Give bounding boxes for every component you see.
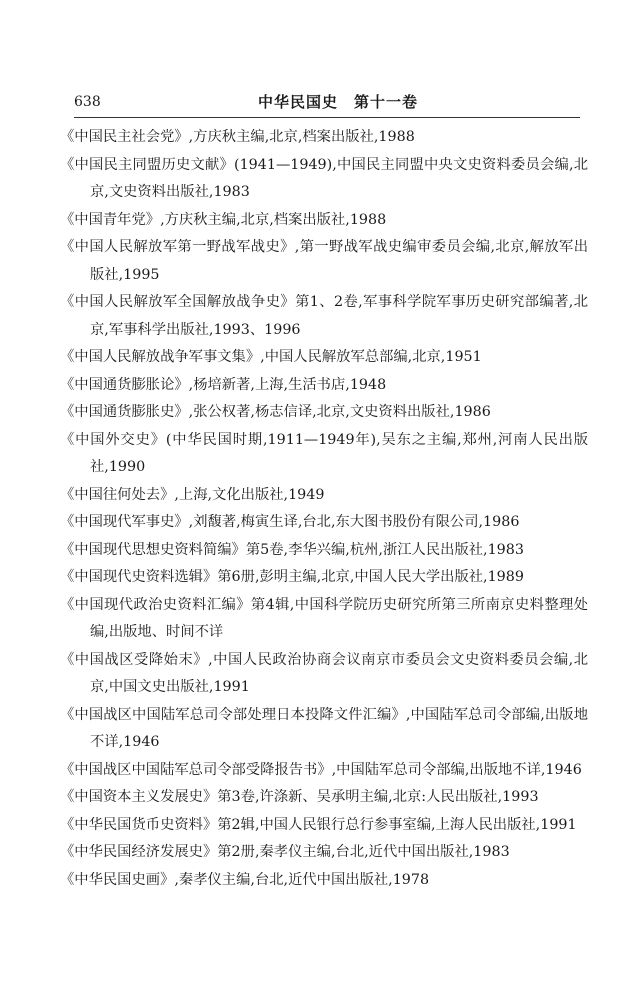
- bibliography-entry: 《中国战区中国陆军总司令部处理日本投降文件汇编》,中国陆军总司令部编,出版地不详,1946: [60, 706, 588, 750]
- bibliography-entry: 《中国通货膨胀论》,杨培新著,上海,生活书店,1948: [60, 376, 387, 393]
- bibliography-entry: 《中国现代军事史》,刘馥著,梅寅生译,台北,东大图书股份有限公司,1986: [60, 514, 520, 530]
- bibliography-entry: 《中国资本主义发展史》第3卷,许涤新、吴承明主编,北京:人民出版社,1993: [60, 789, 539, 805]
- bibliography-entry: 《中华民国经济发展史》第2册,秦孝仪主编,台北,近代中国出版社,1983: [60, 844, 510, 860]
- bibliography-entry: 《中国现代思想史资料简编》第5卷,李华兴编,杭州,浙江人民出版社,1983: [60, 541, 524, 558]
- bibliography-entry: 《中国人民解放战争军事文集》,中国人民解放军总部编,北京,1951: [60, 349, 482, 365]
- bibliography-entry: 《中国外交史》(中华民国时期,1911—1949年),吴东之主编,郑州,河南人民出版社,1990: [60, 431, 588, 475]
- bibliography-entry: 《中国战区中国陆军总司令部受降报告书》,中国陆军总司令部编,出版地不详,1946: [60, 761, 582, 778]
- bibliography-entry: 《中国通货膨胀史》,张公权著,杨志信译,北京,文史资料出版社,1986: [60, 404, 491, 420]
- running-title: 中华民国史 第十一卷: [257, 93, 418, 111]
- bibliography-entry: 《中国人民解放军全国解放战争史》第1、2卷,军事科学院军事历史研究部编著,北京,军事科学出版社,1993、1996: [60, 294, 588, 338]
- bibliography-entry: 《中国现代史资料选辑》第6册,彭明主编,北京,中国人民大学出版社,1989: [60, 569, 524, 585]
- bibliography-entry: 《中国现代政治史资料汇编》第4辑,中国科学院历史研究所第三所南京史料整理处编,出版地、时间不详: [60, 596, 588, 640]
- bibliography-list: [60, 124, 588, 894]
- bibliography-entry: 《中华民国货币史资料》第2辑,中国人民银行总行参事室编,上海人民出版社,1991: [60, 816, 577, 833]
- bibliography-entry: 《中国民主社会党》,方庆秋主编,北京,档案出版社,1988: [60, 129, 415, 145]
- bibliography-entry: 《中华民国史画》,秦孝仪主编,台北,近代中国出版社,1978: [60, 871, 430, 888]
- header-rule: [74, 117, 580, 118]
- page-header: [74, 92, 582, 116]
- bibliography-entry: 《中国人民解放军第一野战军战史》,第一野战军战史编审委员会编,北京,解放军出版社,1995: [60, 239, 588, 283]
- page-number: 638: [74, 94, 101, 110]
- bibliography-entry: 《中国往何处去》,上海,文化出版社,1949: [60, 486, 325, 503]
- bibliography-entry: 《中国战区受降始末》,中国人民政治协商会议南京市委员会文史资料委员会编,北京,中国文史出版社,1991: [60, 651, 588, 695]
- bibliography-entry: 《中国民主同盟历史文献》(1941—1949),中国民主同盟中央文史资料委员会编,北京,文史资料出版社,1983: [60, 156, 588, 200]
- bibliography-entry: 《中国青年党》,方庆秋主编,北京,档案出版社,1988: [60, 211, 387, 228]
